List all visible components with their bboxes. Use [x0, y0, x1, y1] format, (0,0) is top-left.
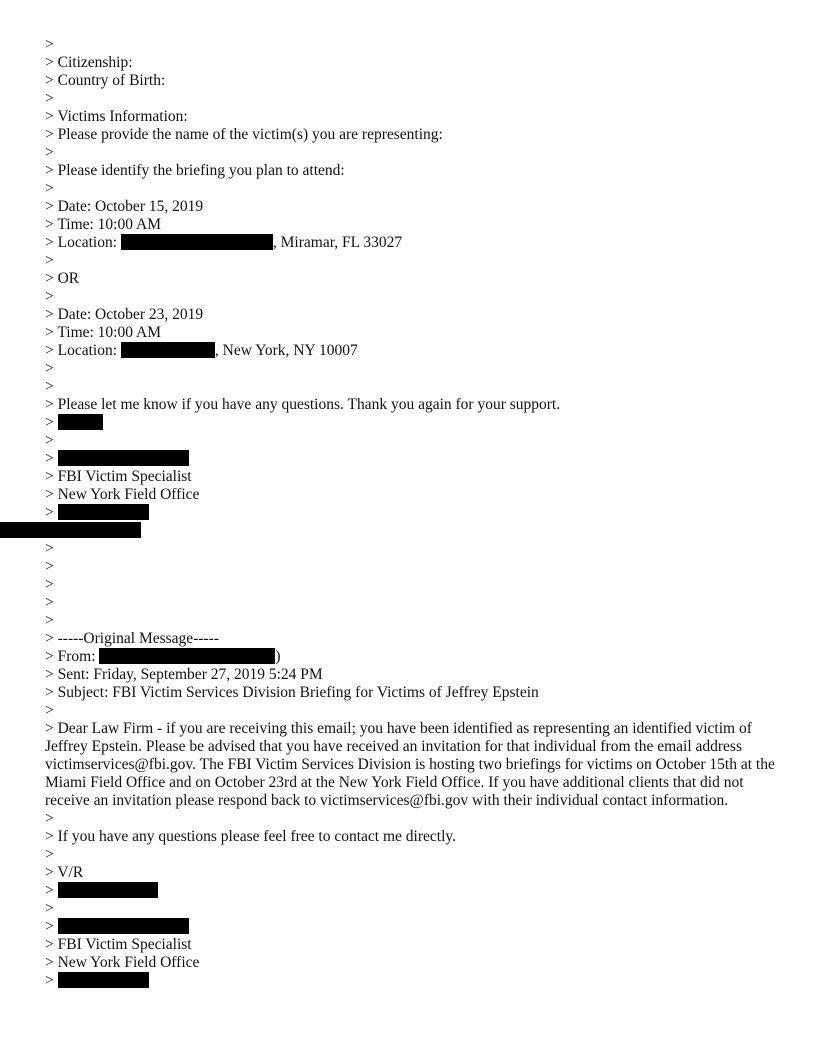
signature-name-line: > [45, 414, 785, 432]
text-line: > [45, 360, 54, 377]
signature-phone-line: > [45, 972, 785, 990]
briefing-2-location [45, 342, 785, 360]
location-label: > Location: [45, 234, 121, 251]
closing-line: > Please let me know if you have any questions. Thank you again for your support. [45, 396, 561, 413]
signature-office: > New York Field Office [45, 954, 200, 971]
text-line: > [45, 576, 54, 593]
sent-line: > Sent: Friday, September 27, 2019 5:24 PM [45, 666, 323, 683]
redaction-block [58, 918, 189, 934]
text-line: > [45, 144, 54, 161]
redaction-block [58, 972, 149, 988]
vr-line: > V/R [45, 864, 84, 881]
signature-phone-line: > [45, 504, 785, 522]
from-line: > From: ) [45, 648, 281, 665]
victims-information-heading: > Victims Information: [45, 108, 188, 125]
redaction-block [58, 450, 189, 466]
contact-line: > If you have any questions please feel free to contact me directly. [45, 828, 456, 845]
text-line: > [45, 846, 54, 863]
redaction-block [121, 342, 215, 358]
briefing-2-time: > Time: 10:00 AM [45, 324, 161, 341]
text-line: > [45, 810, 54, 827]
briefing-1-time: > Time: 10:00 AM [45, 216, 161, 233]
text-line: > [45, 702, 54, 719]
signature-name-line: > [45, 882, 785, 900]
location-city: , Miramar, FL 33027 [272, 234, 403, 251]
text-line: > [45, 90, 54, 107]
email-document [45, 36, 785, 990]
citizenship-line: > Citizenship: [45, 54, 133, 71]
redaction-block [58, 882, 158, 898]
signature-office: > New York Field Office [45, 486, 200, 503]
subject-line: > Subject: FBI Victim Services Division Briefing for Victims of Jeffrey Epstein [45, 684, 539, 701]
briefing-prompt: > Please identify the briefing you plan to attend: [45, 162, 345, 179]
text-line: > [45, 180, 54, 197]
country-of-birth-line: > Country of Birth: [45, 72, 166, 89]
signature-email-line [45, 522, 785, 540]
briefing-2-date: > Date: October 23, 2019 [45, 306, 204, 323]
text-line: > [45, 36, 54, 53]
signature-line: > [45, 918, 785, 936]
briefing-1-location [45, 234, 785, 252]
victim-name-prompt: > Please provide the name of the victim(s) you are representing: [45, 126, 443, 143]
text-line: > [45, 378, 54, 395]
redaction-block [0, 522, 141, 538]
or-separator: > OR [45, 270, 80, 287]
signature-title: > FBI Victim Specialist [45, 468, 192, 485]
redaction-block [121, 234, 273, 250]
original-message-header: > -----Original Message----- [45, 630, 219, 647]
briefing-1-date: > Date: October 15, 2019 [45, 198, 204, 215]
text-line: > [45, 594, 54, 611]
text-line: > [45, 288, 54, 305]
text-line: > [45, 900, 54, 917]
text-line: > [45, 432, 54, 449]
redaction-block [58, 504, 149, 520]
signature-title: > FBI Victim Specialist [45, 936, 192, 953]
redaction-block [99, 648, 275, 664]
location-label: > Location: [45, 342, 121, 359]
signature-line: > [45, 450, 785, 468]
location-city: , New York, NY 10007 [214, 342, 358, 359]
redaction-block [58, 414, 103, 430]
text-line: > [45, 540, 54, 557]
text-line: > [45, 558, 54, 575]
text-line: > [45, 252, 54, 269]
email-body-paragraph: > Dear Law Firm - if you are receiving this email; you have been identified as representing an identified victim of Jeffrey Epstein. Please be advised that you have received an invitation for that individual from the email address victimservices@fbi.gov. The FBI Victim Services Division is hosting two briefings for victims on October 15th at the Miami Field Office and on October 23rd at the New York Field Office. If you have additional clients that did not receive an invitation please respond back to victimservices@fbi.gov with their individual contact information. [45, 720, 775, 809]
text-line: > [45, 612, 54, 629]
